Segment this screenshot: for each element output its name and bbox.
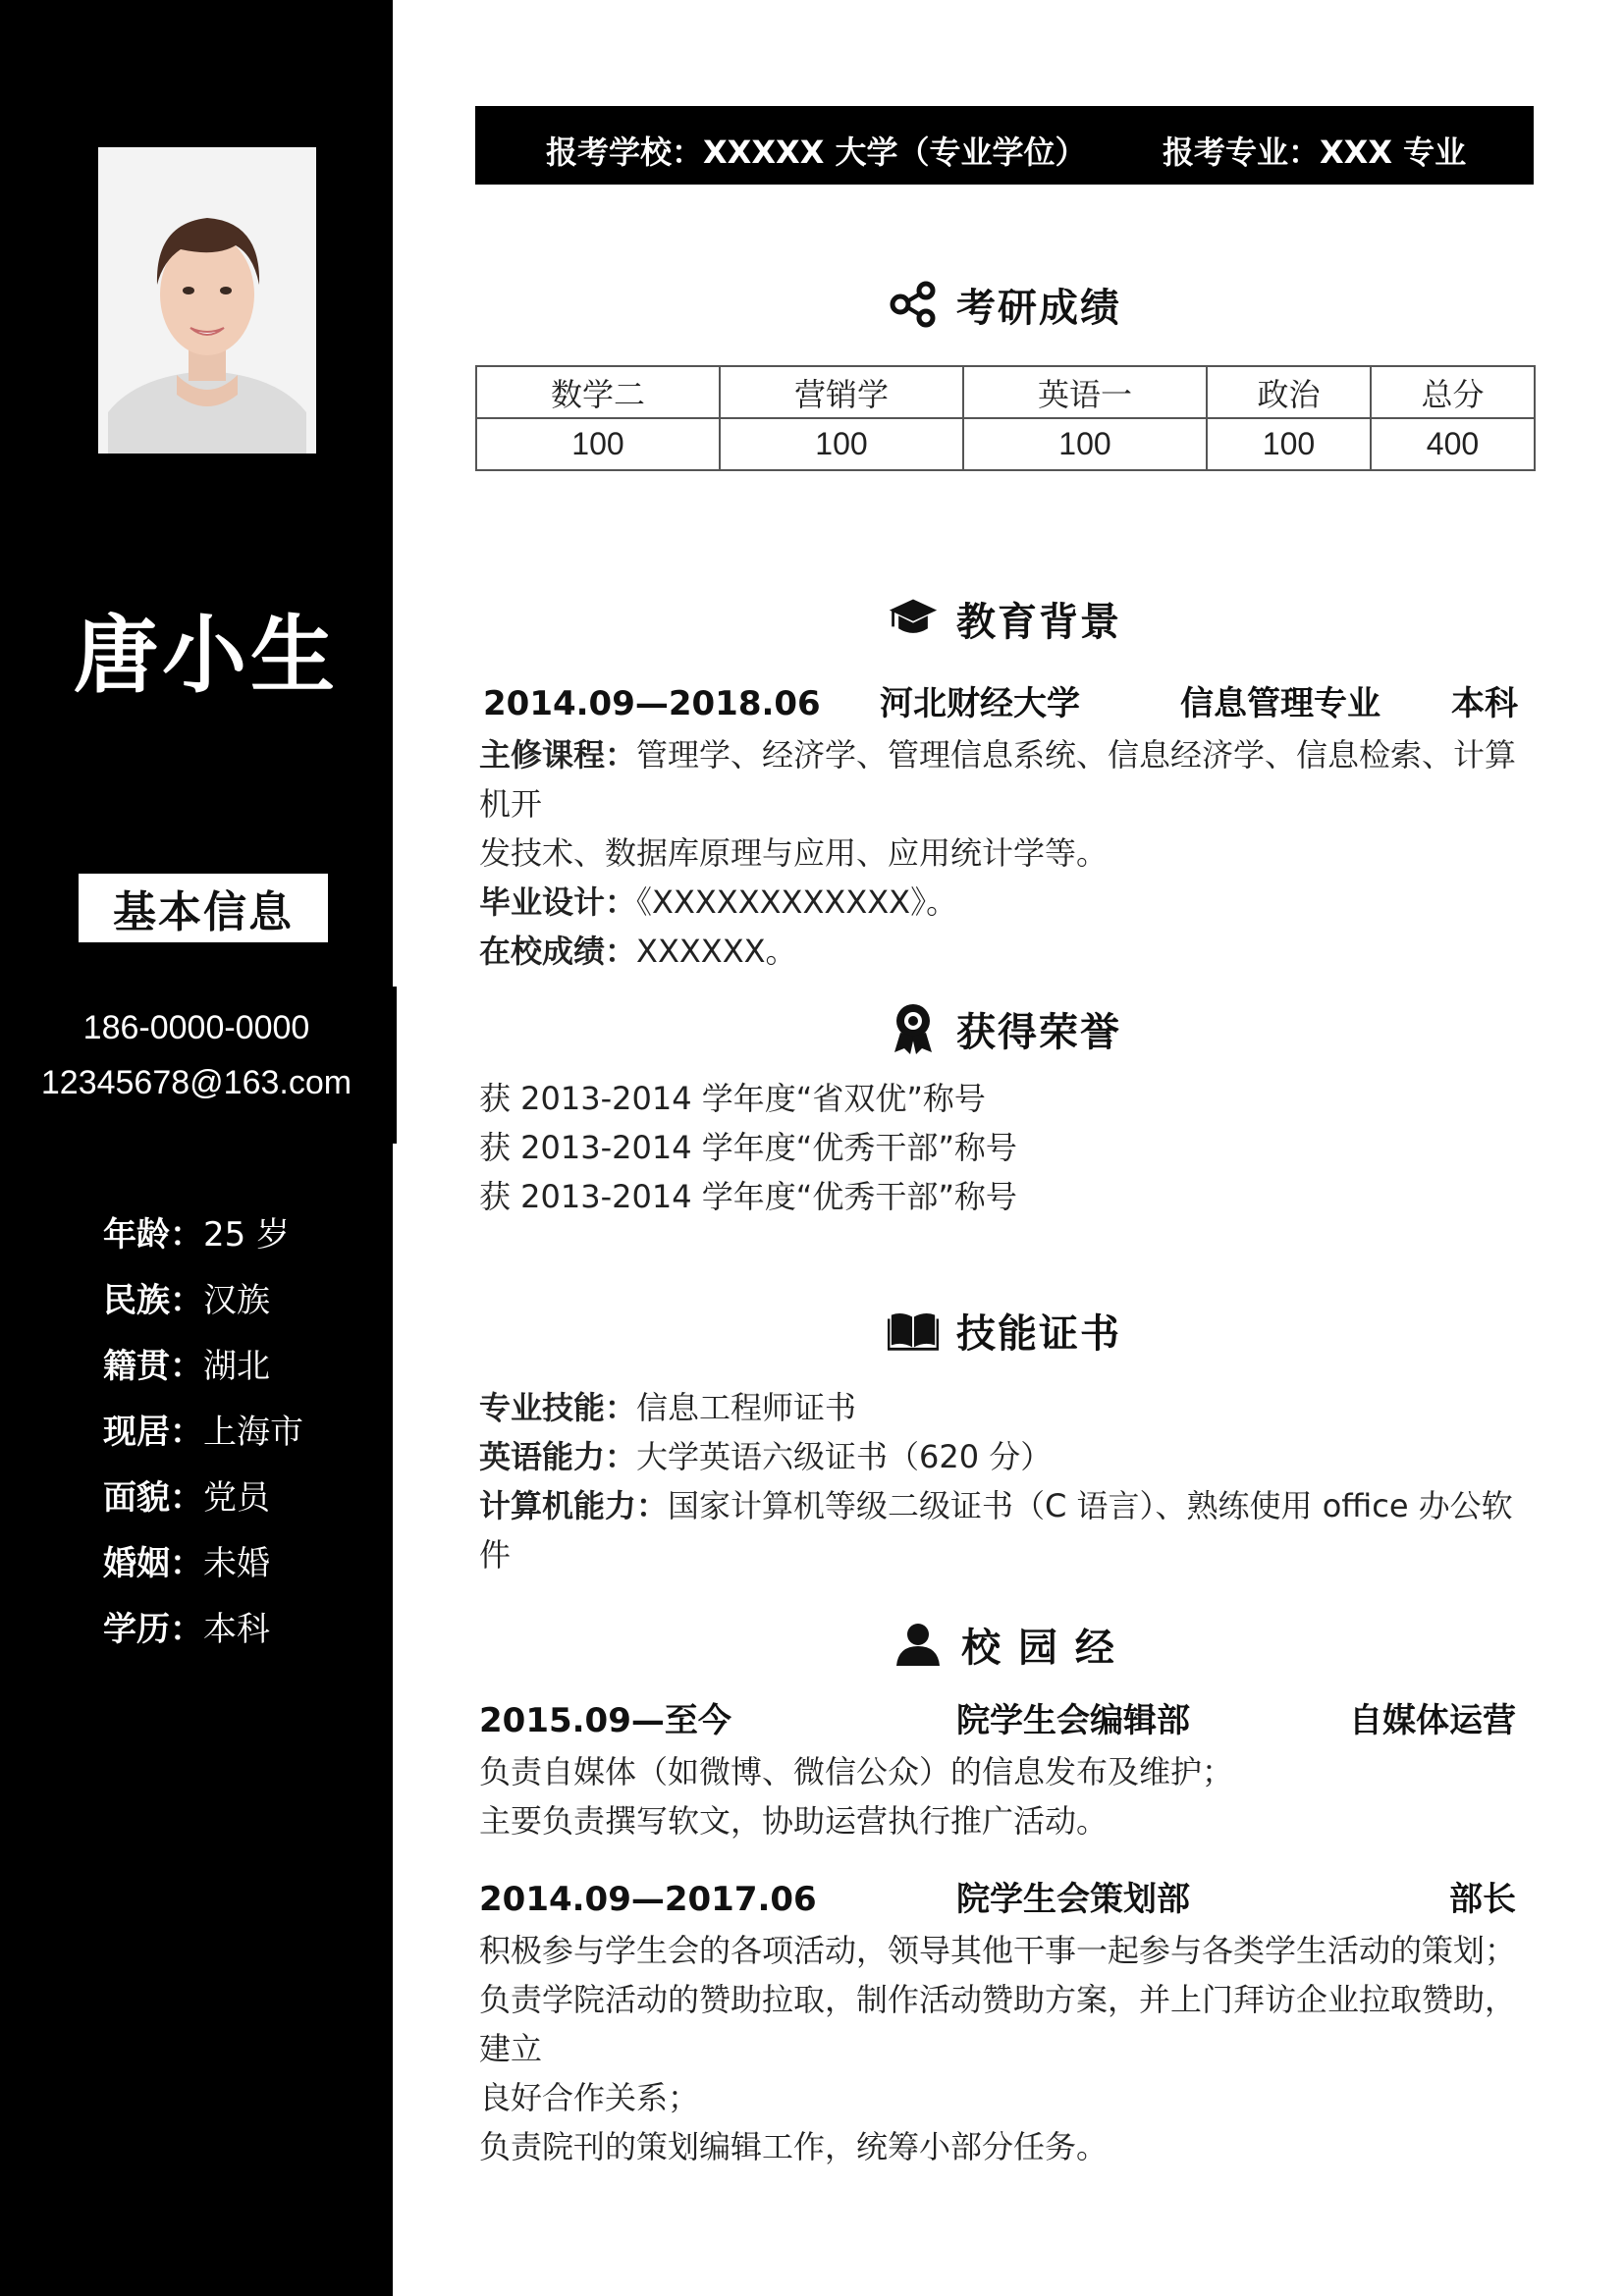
email-address: 12345678@163.com — [40, 1064, 352, 1101]
skill-item: 专业技能：信息工程师证书 — [479, 1389, 857, 1426]
campus-experience-1 — [479, 1696, 1540, 1845]
info-row-residence: 现居：上海市 — [103, 1413, 303, 1452]
score-header: 数学二 — [476, 366, 720, 418]
campus-period: 2014.09—2017.06 — [479, 1880, 817, 1919]
score-value: 100 — [476, 418, 720, 470]
info-row-education-level: 学历：本科 — [103, 1610, 270, 1649]
profile-photo — [98, 147, 316, 454]
campus-duty: 负责自媒体（如微博、微信公众）的信息发布及维护； — [479, 1753, 1234, 1790]
campus-org: 院学生会编辑部 — [956, 1701, 1190, 1740]
user-icon — [893, 1619, 944, 1670]
education-block — [479, 679, 1540, 976]
skill-item: 英语能力：大学英语六级证书（620 分） — [479, 1438, 1053, 1475]
campus-experience-2 — [479, 1875, 1540, 2171]
education-header-row — [479, 679, 1540, 730]
courses-line: 主修课程：管理学、经济学、管理信息系统、信息经济学、信息检索、计算机开 — [479, 736, 1517, 823]
campus-duty: 主要负责撰写软文，协助运营执行推广活动。 — [479, 1802, 1109, 1840]
campus-duty: 负责院刊的策划编辑工作，统筹小部分任务。 — [479, 2128, 1109, 2165]
section-education-title: 教育背景 — [475, 589, 1534, 648]
section-honors-title: 获得荣誉 — [475, 999, 1534, 1058]
score-header: 总分 — [1371, 366, 1535, 418]
candidate-name: 唐小生 — [74, 607, 339, 705]
scores-value-row — [476, 418, 1535, 470]
score-value: 100 — [1207, 418, 1371, 470]
score-header: 政治 — [1207, 366, 1371, 418]
score-value: 400 — [1371, 418, 1535, 470]
info-row-age: 年龄：25 岁 — [103, 1215, 291, 1255]
campus-org: 院学生会策划部 — [956, 1880, 1190, 1919]
school-grades: 在校成绩：XXXXXX。 — [479, 933, 797, 970]
info-row-hometown: 籍贯：湖北 — [103, 1347, 270, 1386]
campus-role: 自媒体运营 — [1349, 1701, 1516, 1740]
campus-duty: 负责学院活动的赞助拉取，制作活动赞助方案，并上门拜访企业拉取赞助，建立 — [479, 1981, 1517, 2067]
campus-period: 2015.09—至今 — [479, 1701, 731, 1740]
info-row-ethnicity: 民族：汉族 — [103, 1281, 270, 1320]
courses-line-cont: 发技术、数据库原理与应用、应用统计学等。 — [479, 834, 1109, 872]
education-period: 2014.09—2018.06 — [483, 684, 821, 723]
application-banner — [475, 106, 1534, 185]
award-ribbon-icon — [888, 1003, 939, 1054]
section-campus-title: 校 园 经 — [475, 1615, 1534, 1674]
personal-info-list — [103, 1202, 303, 1663]
score-value: 100 — [720, 418, 963, 470]
score-header: 营销学 — [720, 366, 963, 418]
campus-role: 部长 — [1449, 1880, 1516, 1919]
skill-item: 计算机能力：国家计算机等级二级证书（C 语言）、熟练使用 office 办公软件 — [479, 1487, 1513, 1574]
education-degree: 本科 — [1451, 684, 1518, 723]
campus-header-row — [479, 1875, 1540, 1926]
campus-duty: 积极参与学生会的各项活动，领导其他干事一起参与各类学生活动的策划； — [479, 1932, 1517, 1969]
education-major: 信息管理专业 — [1180, 684, 1380, 723]
phone-number: 186-0000-0000 — [82, 1009, 310, 1046]
basic-info-title: 基本信息 — [79, 874, 328, 942]
scores-header-row — [476, 366, 1535, 418]
honor-item: 获 2013-2014 学年度“优秀干部”称号 — [479, 1178, 1017, 1215]
skills-list — [479, 1383, 1540, 1579]
target-major: 报考专业：XXX 专业 — [1163, 133, 1467, 171]
honor-item: 获 2013-2014 学年度“省双优”称号 — [479, 1080, 986, 1117]
score-header: 英语一 — [963, 366, 1207, 418]
info-row-marital-status: 婚姻：未婚 — [103, 1544, 270, 1583]
graduation-cap-icon — [888, 593, 939, 644]
campus-header-row — [479, 1696, 1540, 1747]
scores-table — [475, 365, 1536, 471]
target-school: 报考学校：XXXXX 大学（专业学位） — [546, 133, 1087, 171]
campus-duty: 良好合作关系； — [479, 2079, 700, 2116]
honor-item: 获 2013-2014 学年度“优秀干部”称号 — [479, 1129, 1017, 1166]
education-school: 河北财经大学 — [880, 684, 1080, 723]
honors-list — [479, 1074, 1540, 1221]
info-row-political-status: 面貌：党员 — [103, 1478, 270, 1518]
book-icon — [888, 1305, 939, 1356]
section-skills-title: 技能证书 — [475, 1301, 1534, 1360]
graduation-design: 毕业设计：《XXXXXXXXXXXX》。 — [479, 883, 958, 921]
sidebar — [0, 0, 393, 2296]
score-value: 100 — [963, 418, 1207, 470]
sidebar-notch — [393, 987, 397, 1144]
section-scores-title: 考研成绩 — [475, 275, 1534, 334]
share-icon — [888, 279, 939, 330]
